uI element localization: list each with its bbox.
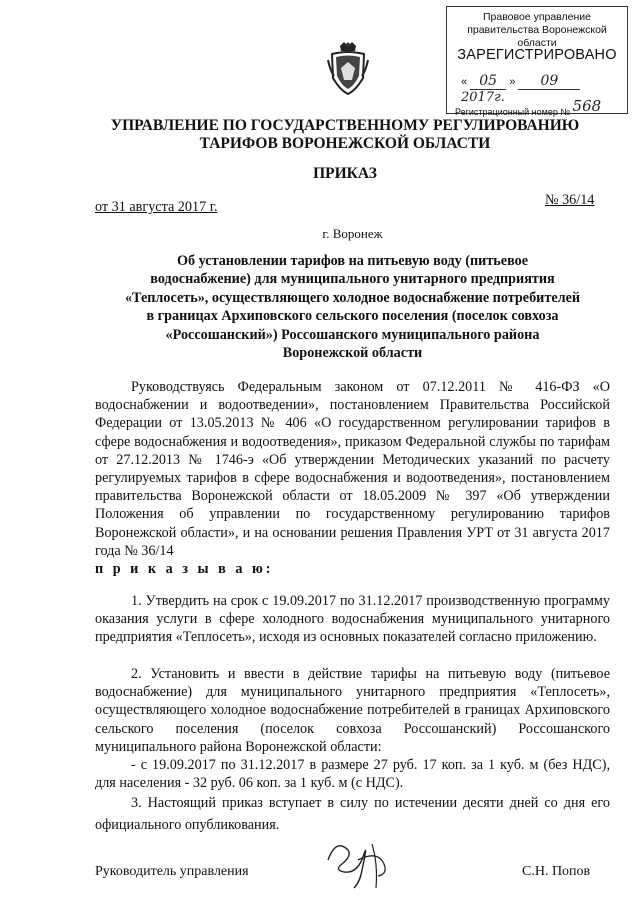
order-item-2-subitem: - с 19.09.2017 по 31.12.2017 в размере 27 руб. 17 коп. за 1 куб. м (без НДС), для населения - 32 руб. 06 коп. за 1 куб. м (с НДС).	[95, 757, 610, 792]
subject-line: Воронежской области	[282, 345, 423, 362]
document-type: ПРИКАЗ	[313, 165, 377, 182]
preamble-text: Руководствуясь Федеральным законом от 07.12.2011 № 416-ФЗ «О водоснабжении и водоотведении», постановлением Правительства Российской Федерации от 13.05.2013 № 406 «О государственном регулировании тарифов в сфере водоснабжения и водоотведения», приказом Федеральной службы по тарифам от 27.12.2013 № 1746-э «Об утверждении Методических указаний по расчету регулируемых тарифов в сфере водоснабжения и водоотведения», постановлением правительства Воронежской области от 18.05.2009 № 397 «Об утверждении Положения об управлении по государственному регулированию тарифов Воронежской области», и на основании решения Правления УРТ от 31 августа 2017 года № 36/14	[95, 379, 610, 559]
order-word	[95, 560, 610, 578]
order-item-2: 2. Установить и ввести в действие тарифы на питьевую воду (питьевое водоснабжение) для муниципального унитарного предприятия «Теплосеть», осуществляющего холодное водоснабжение потребителей в границах Архиповского сельского поселения (поселок совхоза Россошанский) Россошанского муниципального района Воронежской области:	[95, 666, 610, 755]
stamp-date-year: 2017г.	[461, 90, 505, 105]
stamp-reg-label: Регистрационный номер №	[455, 107, 571, 117]
subject-line: «Теплосеть», осуществляющего холодное водоснабжение потребителей	[124, 289, 581, 306]
stamp-date: « 05 » 09 2017г.	[461, 73, 621, 105]
registration-stamp	[446, 6, 628, 117]
order-word-text: п р и к а з ы в а ю:	[95, 561, 274, 577]
coat-of-arms-icon	[326, 40, 370, 96]
subject-line: «Россошанский») Россошанского муниципального района	[165, 326, 540, 343]
handwritten-signature-icon	[318, 830, 418, 890]
document-city: г. Воронеж	[322, 226, 383, 241]
preamble-paragraph	[95, 378, 610, 560]
document-number: № 36/14	[545, 192, 595, 208]
subject-line: Об установлении тарифов на питьевую воду (питьевое	[176, 253, 529, 269]
signatory-name: С.Н. Попов	[522, 864, 591, 879]
stamp-date-day: 05	[470, 73, 506, 90]
stamp-date-month: 09	[518, 73, 580, 90]
signatory-position: Руководитель управления	[95, 864, 249, 879]
order-item-1: 1. Утвердить на срок с 19.09.2017 по 31.12.2017 производственную программу оказания услуги в сфере холодного водоснабжения муниципального унитарного предприятия «Теплосеть», исходя из основных показателей согласно приложению.	[95, 593, 610, 646]
organization-name-line1: УПРАВЛЕНИЕ ПО ГОСУДАРСТВЕННОМУ РЕГУЛИРОВАНИЮ	[110, 117, 580, 134]
order-item-3: 3. Настоящий приказ вступает в силу по истечении десяти дней со дня его официального опубликования.	[95, 795, 610, 833]
subject-line: водоснабжение) для муниципального унитарного предприятия	[150, 271, 555, 288]
subject-line: в границах Архиповского сельского поселения (поселок совхоза	[146, 308, 559, 325]
stamp-authority: Правовое управление правительства Воронежской области	[467, 11, 607, 49]
subject-heading	[95, 252, 610, 362]
document-date: от 31 августа 2017 г.	[95, 199, 218, 215]
stamp-status: ЗАРЕГИСТРИРОВАНО	[457, 47, 617, 63]
organization-name-line2: ТАРИФОВ ВОРОНЕЖСКОЙ ОБЛАСТИ	[199, 135, 491, 152]
stamp-reg-value: 568	[572, 97, 602, 115]
